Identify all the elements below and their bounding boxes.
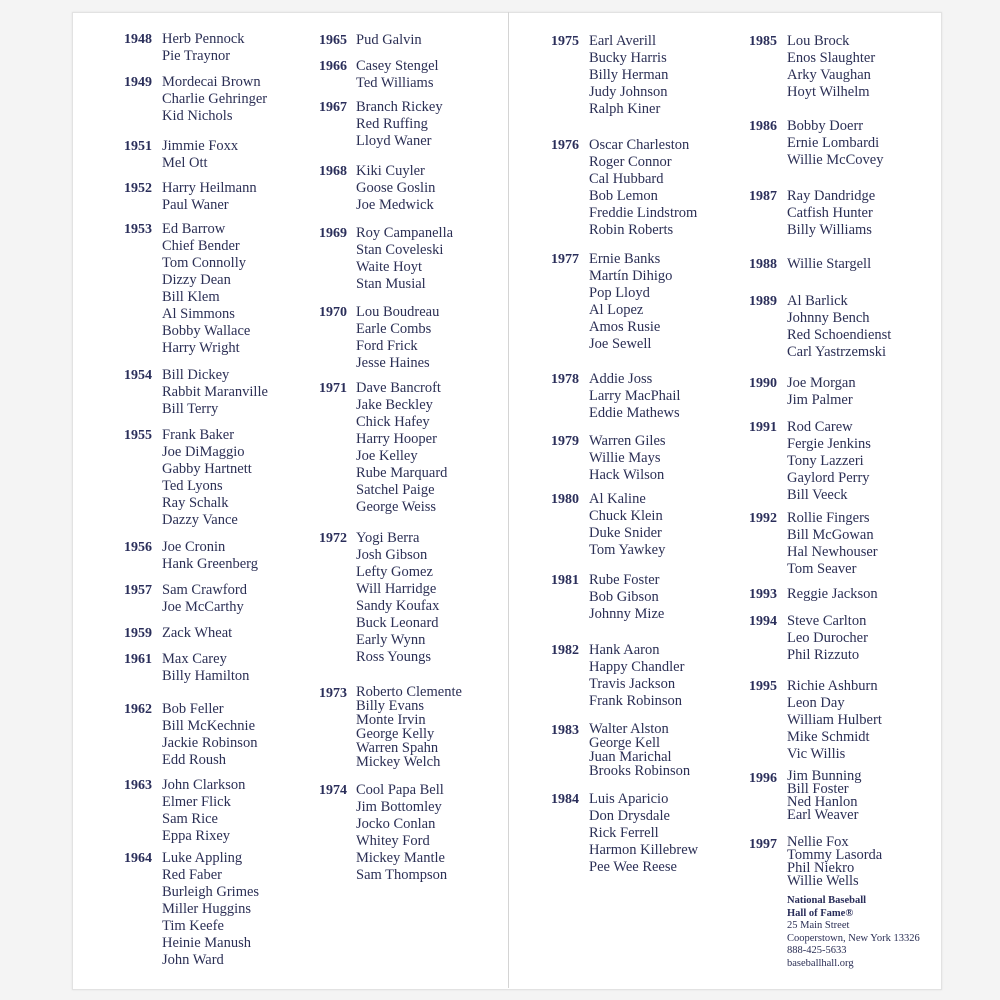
inductee-name: Jim Bottomley [356, 799, 442, 815]
inductee-name: William Hulbert [787, 712, 882, 728]
induction-year: 1988 [749, 257, 777, 272]
inductee-name: Ray Dandridge [787, 188, 876, 204]
inductee-name: Jim Bunning [787, 768, 862, 784]
inductee-name-list [787, 375, 856, 409]
inductee-name: Larry MacPhail [589, 388, 681, 404]
inductee-name: Whitey Ford [356, 833, 430, 849]
inductee-name: Roger Connor [589, 154, 672, 170]
induction-year: 1951 [124, 139, 152, 154]
inductee-name: Tom Connolly [162, 255, 246, 271]
inductee-name: Joe DiMaggio [162, 444, 245, 460]
inductee-name: Casey Stengel [356, 58, 439, 74]
inductee-name: Earl Averill [589, 33, 656, 49]
inductee-name-list [787, 256, 871, 273]
induction-year: 1955 [124, 428, 152, 443]
inductee-name: Tom Seaver [787, 561, 857, 577]
inductee-name: Goose Goslin [356, 180, 436, 196]
inductee-name-list [787, 293, 891, 361]
inductee-name: Bobby Doerr [787, 118, 864, 134]
inductee-name: Bill McGowan [787, 527, 874, 543]
inductee-name-list [589, 572, 664, 623]
inductee-name: Roberto Clemente [356, 684, 462, 700]
inductee-name: Chick Hafey [356, 414, 430, 430]
inductee-name: Oscar Charleston [589, 137, 690, 153]
inductee-name: Al Kaline [589, 491, 646, 507]
inductee-name: Bob Lemon [589, 188, 658, 204]
inductee-name: Harmon Killebrew [589, 842, 699, 858]
inductee-name: Joe Sewell [589, 336, 652, 352]
induction-year: 1965 [319, 33, 347, 48]
induction-year: 1983 [551, 723, 579, 738]
inductee-name: Bob Gibson [589, 589, 659, 605]
inductee-name: Sam Rice [162, 811, 218, 827]
inductee-name: Red Schoendienst [787, 327, 892, 343]
inductee-name: Lou Brock [787, 33, 850, 49]
induction-year: 1967 [319, 100, 347, 115]
inductee-name: Robin Roberts [589, 222, 674, 238]
induction-year: 1997 [749, 837, 777, 852]
inductee-name: Pud Galvin [356, 32, 422, 48]
inductee-name: Luis Aparicio [589, 791, 669, 807]
induction-year: 1969 [319, 226, 347, 241]
inductee-name: Jocko Conlan [356, 816, 436, 832]
inductee-name: Fergie Jenkins [787, 436, 871, 452]
inductee-name: Rod Carew [787, 419, 853, 435]
inductee-name: Mike Schmidt [787, 729, 870, 745]
inductee-name: Joe McCarthy [162, 599, 244, 615]
induction-year: 1979 [551, 434, 579, 449]
inductee-name-list [162, 582, 247, 616]
inductee-name-list [787, 836, 882, 888]
inductee-name: Willie McCovey [787, 152, 884, 168]
induction-year: 1991 [749, 420, 777, 435]
inductee-name: Happy Chandler [589, 659, 685, 675]
inductee-name: Bucky Harris [589, 50, 667, 66]
induction-year: 1980 [551, 492, 579, 507]
induction-year: 1984 [551, 792, 579, 807]
induction-year: 1992 [749, 511, 777, 526]
inductee-name: Brooks Robinson [589, 763, 691, 779]
inductee-name: Walter Alston [589, 721, 669, 737]
inductee-name: George Weiss [356, 499, 437, 515]
inductee-name: Leon Day [787, 695, 845, 711]
induction-year: 1970 [319, 305, 347, 320]
inductee-name-list [162, 367, 268, 418]
inductee-name: Waite Hoyt [356, 259, 423, 275]
inductee-name: Mel Ott [162, 155, 208, 171]
phone-number: 888-425-5633 [787, 945, 847, 956]
inductee-name: Gabby Hartnett [162, 461, 252, 477]
induction-year: 1987 [749, 189, 777, 204]
inductee-name: Eppa Rixey [162, 828, 231, 844]
inductee-name: Jackie Robinson [162, 735, 258, 751]
inductee-name: Red Ruffing [356, 116, 428, 132]
inductee-name-list [162, 651, 249, 685]
website: baseballhall.org [787, 957, 854, 969]
inductee-name: Rube Marquard [356, 465, 448, 481]
inductee-name: Dave Bancroft [356, 380, 441, 396]
inductee-name: Harry Wright [162, 340, 240, 356]
inductee-name: Earl Weaver [787, 807, 859, 823]
inductee-name: Bill Foster [787, 781, 849, 797]
inductee-name: Steve Carlton [787, 613, 867, 629]
inductee-name: Rick Ferrell [589, 825, 659, 841]
inductee-name: Bill Terry [162, 401, 219, 417]
inductee-name: Sam Thompson [356, 867, 448, 883]
inductee-name: Jesse Haines [356, 355, 430, 371]
inductee-name-list [356, 530, 439, 666]
inductee-name: Vic Willis [787, 746, 846, 762]
inductee-name: Pee Wee Reese [589, 859, 677, 875]
induction-year: 1985 [749, 34, 777, 49]
induction-year: 1982 [551, 643, 579, 658]
inductee-name: Nellie Fox [787, 834, 849, 850]
inductee-name-list [162, 777, 245, 845]
inductee-name: Hoyt Wilhelm [787, 84, 870, 100]
inductee-name: Bobby Wallace [162, 323, 251, 339]
induction-year: 1995 [749, 679, 777, 694]
inductee-name: Ned Hanlon [787, 794, 858, 810]
inductee-name: Rabbit Maranville [162, 384, 268, 400]
inductee-name: Al Barlick [787, 293, 848, 309]
inductee-name-list [162, 74, 267, 125]
inductee-name: Billy Herman [589, 67, 669, 83]
inductee-name: Earle Combs [356, 321, 432, 337]
induction-year: 1996 [749, 771, 777, 786]
inductee-name: Branch Rickey [356, 99, 443, 115]
induction-year: 1954 [124, 368, 152, 383]
inductee-name: Phil Rizzuto [787, 647, 860, 663]
inductee-name: Travis Jackson [589, 676, 676, 692]
inductee-name: Bill Veeck [787, 487, 848, 503]
inductee-name: Dizzy Dean [162, 272, 231, 288]
inductee-name: Charlie Gehringer [162, 91, 268, 107]
inductee-name-list [787, 118, 883, 169]
inductee-name: Phil Niekro [787, 860, 855, 876]
inductee-name-list [356, 685, 462, 769]
induction-year: 1974 [319, 783, 347, 798]
inductee-name: Ernie Lombardi [787, 135, 880, 151]
induction-year: 1953 [124, 222, 152, 237]
inductee-name: Joe Morgan [787, 375, 856, 391]
inductee-name-list [356, 304, 439, 372]
induction-year: 1990 [749, 376, 777, 391]
inductee-name-list [589, 371, 680, 422]
inductee-name-list [162, 625, 232, 642]
inductee-name: Addie Joss [589, 371, 653, 387]
inductee-name-list [589, 791, 698, 876]
inductee-name: Joe Cronin [162, 539, 226, 555]
inductee-name: Herb Pennock [162, 31, 245, 47]
inductee-name: Jake Beckley [356, 397, 433, 413]
induction-year: 1964 [124, 851, 152, 866]
inductee-name: Judy Johnson [589, 84, 668, 100]
inductee-name: Ray Schalk [162, 495, 229, 511]
inductee-name-list [589, 642, 684, 710]
inductee-name: Hank Greenberg [162, 556, 258, 572]
inductee-name: Frank Baker [162, 427, 235, 443]
induction-year: 1968 [319, 164, 347, 179]
induction-year: 1975 [551, 34, 579, 49]
inductee-name: Reggie Jackson [787, 586, 878, 602]
page-fold-line [508, 12, 509, 988]
inductee-name: Jim Palmer [787, 392, 853, 408]
inductee-name: Mordecai Brown [162, 74, 261, 90]
inductee-name: Johnny Bench [787, 310, 870, 326]
inductee-name: Jimmie Foxx [162, 138, 239, 154]
inductee-name: Dazzy Vance [162, 512, 238, 528]
inductee-name: Ford Frick [356, 338, 418, 354]
inductee-name: Warren Spahn [356, 740, 439, 756]
induction-year: 1963 [124, 778, 152, 793]
inductee-name-list [356, 99, 443, 150]
org-name-line1: National Baseball [787, 895, 867, 906]
org-name-line2: Hall of Fame® [787, 907, 854, 919]
inductee-name-list [787, 33, 875, 101]
inductee-name: Zack Wheat [162, 625, 233, 641]
inductee-name: Amos Rusie [589, 319, 661, 335]
inductee-name: Sandy Koufax [356, 598, 440, 614]
inductee-name: Max Carey [162, 651, 227, 667]
induction-year: 1993 [749, 587, 777, 602]
inductee-name: Miller Huggins [162, 901, 252, 917]
inductee-name: John Ward [162, 952, 224, 968]
inductee-name: Harry Hooper [356, 431, 437, 447]
inductee-name: Willie Wells [787, 873, 859, 889]
induction-year: 1986 [749, 119, 777, 134]
inductee-name-list [356, 58, 439, 92]
inductee-name: Chief Bender [162, 238, 240, 254]
inductee-name: Bill Dickey [162, 367, 230, 383]
inductee-name-list [787, 419, 871, 504]
inductee-name: Paul Waner [162, 197, 229, 213]
inductee-name: Lou Boudreau [356, 304, 440, 320]
inductee-name: Buck Leonard [356, 615, 439, 631]
inductee-name: Ralph Kiner [589, 101, 661, 117]
inductee-name: Yogi Berra [356, 530, 420, 546]
induction-year: 1962 [124, 702, 152, 717]
inductee-name: Rollie Fingers [787, 510, 870, 526]
inductee-name: Kiki Cuyler [356, 163, 425, 179]
induction-year: 1972 [319, 531, 347, 546]
inductee-name-list [356, 782, 447, 884]
inductee-name: Bob Feller [162, 701, 224, 717]
induction-year: 1957 [124, 583, 152, 598]
inductee-name-list [787, 188, 875, 239]
inductee-name: Satchel Paige [356, 482, 435, 498]
induction-year: 1952 [124, 181, 152, 196]
inductee-name: Burleigh Grimes [162, 884, 260, 900]
induction-year: 1959 [124, 626, 152, 641]
inductee-name: Ted Lyons [162, 478, 223, 494]
induction-year: 1973 [319, 686, 347, 701]
induction-year: 1956 [124, 540, 152, 555]
induction-year: 1977 [551, 252, 579, 267]
inductee-name: Roy Campanella [356, 225, 454, 241]
inductee-name-list [589, 722, 690, 778]
inductee-name: George Kelly [356, 726, 435, 742]
induction-year: 1978 [551, 372, 579, 387]
hall-of-fame-address-block [787, 895, 937, 970]
inductee-name: Billy Evans [356, 698, 425, 714]
inductee-name: Willie Stargell [787, 256, 872, 272]
inductee-name: Cool Papa Bell [356, 782, 444, 798]
inductee-name: Ernie Banks [589, 251, 661, 267]
inductee-name: Richie Ashburn [787, 678, 878, 694]
inductee-name: Elmer Flick [162, 794, 231, 810]
city-state-zip: Cooperstown, New York 13326 [787, 932, 920, 944]
inductee-name: Enos Slaughter [787, 50, 876, 66]
inductee-name: Harry Heilmann [162, 180, 257, 196]
inductee-name: Bill Klem [162, 289, 220, 305]
induction-year: 1961 [124, 652, 152, 667]
inductee-name-list [162, 221, 250, 357]
inductee-name: Will Harridge [356, 581, 437, 597]
inductee-name: Billy Hamilton [162, 668, 250, 684]
inductee-name-list [589, 137, 697, 239]
inductee-name: Juan Marichal [589, 749, 672, 765]
inductee-name: Rube Foster [589, 572, 660, 588]
inductee-name: Ed Barrow [162, 221, 226, 237]
induction-year: 1989 [749, 294, 777, 309]
inductee-name: Early Wynn [356, 632, 426, 648]
inductee-name-list [787, 510, 878, 578]
inductee-name-list [356, 380, 447, 516]
inductee-name: Lefty Gomez [356, 564, 433, 580]
inductee-name-list [589, 33, 668, 118]
inductee-name: Al Lopez [589, 302, 644, 318]
inductee-name: Gaylord Perry [787, 470, 870, 486]
induction-year: 1994 [749, 614, 777, 629]
induction-year: 1949 [124, 75, 152, 90]
inductee-name: Heinie Manush [162, 935, 251, 951]
street-address: 25 Main Street [787, 920, 850, 931]
inductee-name-list [162, 138, 238, 172]
inductee-name: Leo Durocher [787, 630, 868, 646]
inductee-name: Cal Hubbard [589, 171, 664, 187]
inductee-name: Kid Nichols [162, 108, 233, 124]
inductee-name: Hank Aaron [589, 642, 660, 658]
inductee-name: Red Faber [162, 867, 222, 883]
inductee-name: Warren Giles [589, 433, 666, 449]
inductee-name: Eddie Mathews [589, 405, 680, 421]
inductee-name: Sam Crawford [162, 582, 247, 598]
inductee-name: Frank Robinson [589, 693, 683, 709]
inductee-name: John Clarkson [162, 777, 246, 793]
inductee-name: Freddie Lindstrom [589, 205, 698, 221]
inductee-name-list [589, 433, 666, 484]
inductee-name-list [787, 613, 868, 664]
induction-year: 1948 [124, 32, 152, 47]
inductee-name: Bill McKechnie [162, 718, 256, 734]
induction-year: 1981 [551, 573, 579, 588]
inductee-name: Stan Coveleski [356, 242, 444, 258]
inductee-name-list [589, 491, 665, 559]
inductee-name: Hack Wilson [589, 467, 665, 483]
inductee-name: Carl Yastrzemski [787, 344, 887, 360]
inductee-name-list [162, 539, 258, 573]
inductee-name: Pop Lloyd [589, 285, 650, 301]
inductee-name: Tim Keefe [162, 918, 224, 934]
inductee-name: Catfish Hunter [787, 205, 873, 221]
inductee-name: George Kell [589, 735, 660, 751]
inductee-name: Tommy Lasorda [787, 847, 883, 863]
inductee-name-list [356, 225, 453, 293]
inductee-name: Mickey Mantle [356, 850, 445, 866]
inductee-name: Joe Kelley [356, 448, 418, 464]
inductee-name: Ted Williams [356, 75, 434, 91]
inductee-name: Joe Medwick [356, 197, 434, 213]
inductee-name: Tony Lazzeri [787, 453, 864, 469]
inductee-name: Arky Vaughan [787, 67, 871, 83]
inductee-name: Johnny Mize [589, 606, 665, 622]
inductee-name: Luke Appling [162, 850, 243, 866]
inductee-name: Martín Dihigo [589, 268, 673, 284]
inductee-name: Billy Williams [787, 222, 872, 238]
inductee-name: Al Simmons [162, 306, 235, 322]
inductee-name-list [356, 163, 435, 214]
inductee-name: Mickey Welch [356, 754, 441, 770]
inductee-name-list [162, 850, 259, 969]
inductee-name: Hal Newhouser [787, 544, 878, 560]
inductee-name: Tom Yawkey [589, 542, 666, 558]
inductee-name-list [787, 678, 882, 763]
inductee-name: Willie Mays [589, 450, 661, 466]
inductee-name: Duke Snider [589, 525, 662, 541]
inductee-name-list [589, 251, 672, 353]
inductee-name-list [162, 427, 252, 529]
induction-year: 1966 [319, 59, 347, 74]
inductee-name: Monte Irvin [356, 712, 426, 728]
inductee-name: Pie Traynor [162, 48, 231, 64]
inductee-name-list [356, 32, 422, 49]
inductee-name: Chuck Klein [589, 508, 663, 524]
inductee-name-list [787, 586, 878, 603]
inductee-name: Edd Roush [162, 752, 227, 768]
inductee-name-list [787, 770, 862, 822]
inductee-name: Stan Musial [356, 276, 426, 292]
inductee-name: Lloyd Waner [356, 133, 432, 149]
inductee-name-list [162, 180, 257, 214]
inductee-name: Ross Youngs [356, 649, 431, 665]
induction-year: 1976 [551, 138, 579, 153]
inductee-name: Don Drysdale [589, 808, 670, 824]
inductee-name-list [162, 701, 257, 769]
inductee-name-list [162, 31, 245, 65]
inductee-name: Josh Gibson [356, 547, 428, 563]
induction-year: 1971 [319, 381, 347, 396]
